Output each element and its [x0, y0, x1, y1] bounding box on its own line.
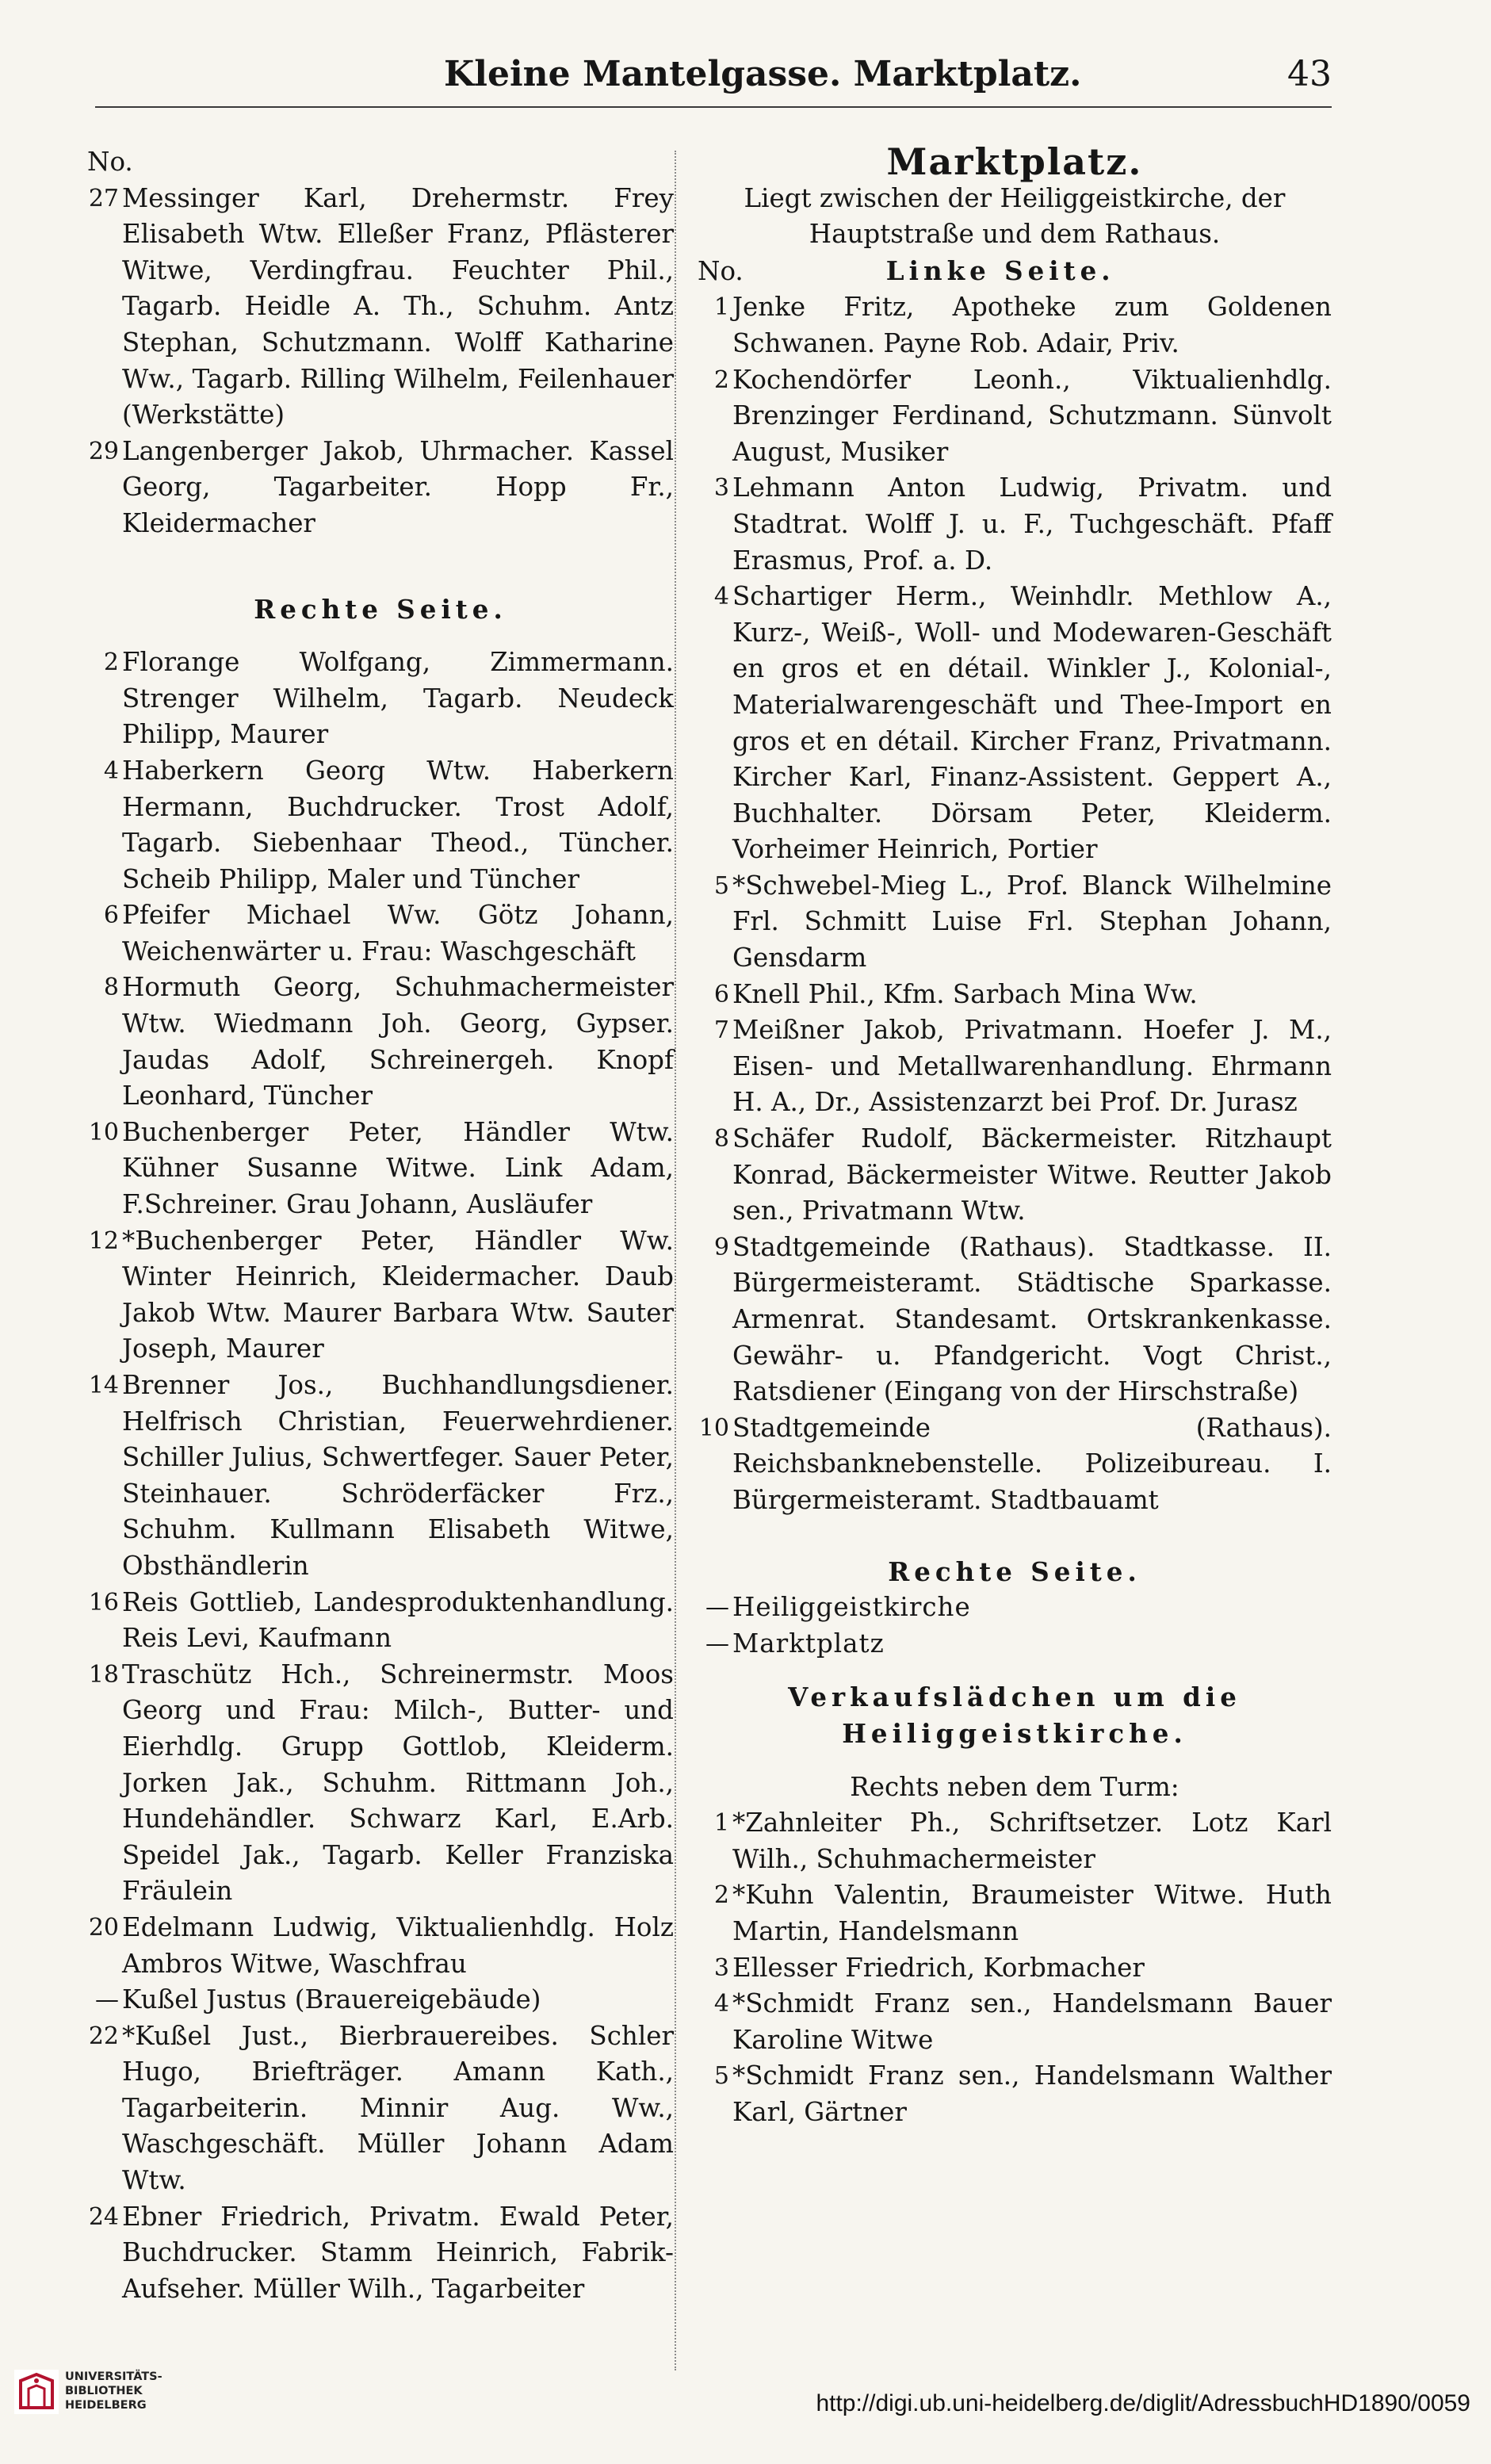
- number-column-label: No.: [87, 147, 133, 177]
- entry-text: *Schmidt Franz sen., Handelsmann Walther Karl, Gärtner: [732, 2060, 1332, 2127]
- logo-line: BIBLIOTHEK: [65, 2385, 143, 2397]
- address-entry: [698, 579, 1332, 868]
- address-entry: [698, 362, 1332, 471]
- entry-text: Traschütz Hch., Schreinermstr. Moos Georg und Frau: Milch-, Butter- und Eierhdlg. Grupp Gottlob, Kleiderm. Jorken Jak., Schuhm. Rittmann Joh., Hundehändler. Schwarz Karl, E.Arb. Speidel Jak., Tagarb. Keller Franziska Fräulein: [122, 1659, 674, 1907]
- page-number: 43: [1287, 54, 1332, 94]
- entries-verkaufslaedchen: [698, 1805, 1332, 2130]
- entries-kleine-mantelgasse-rechts: [87, 645, 674, 2307]
- address-entry: [698, 1950, 1332, 1987]
- address-entry: [698, 289, 1332, 362]
- address-entry: [87, 645, 674, 753]
- entry-text: *Schmidt Franz sen., Handelsmann Bauer Karoline Witwe: [732, 1988, 1332, 2055]
- dash-marker: —: [705, 1594, 729, 1622]
- entry-text: Buchenberger Peter, Händler Wtw. Kühner Susanne Witwe. Link Adam, F.Schreiner. Grau Johann, Ausläufer: [122, 1116, 674, 1220]
- entry-text: Jenke Fritz, Apotheke zum Goldenen Schwanen. Payne Rob. Adair, Priv.: [732, 292, 1332, 358]
- house-number: 1: [713, 1809, 729, 1838]
- address-entry: [698, 1986, 1332, 2058]
- address-entry: [698, 1012, 1332, 1121]
- house-number: 4: [713, 1990, 729, 2018]
- address-entry: [87, 2018, 674, 2199]
- logo-line: UNIVERSITÄTS-: [65, 2370, 162, 2383]
- entry-text: Ellesser Friedrich, Korbmacher: [732, 1952, 1145, 1983]
- address-entry: [698, 2058, 1332, 2130]
- address-entry: [87, 1982, 674, 2018]
- left-column: [87, 144, 674, 2307]
- subsection-rechts-neben-dem-turm: Rechts neben dem Turm:: [850, 1771, 1179, 1802]
- library-logo: [14, 2366, 220, 2446]
- entry-text: Meißner Jakob, Privatmann. Hoefer J. M., Eisen- und Metallwarenhandlung. Ehrmann H. A., Dr., Assistenzarzt bei Prof. Dr. Jurasz: [732, 1015, 1332, 1118]
- entry-text: *Buchenberger Peter, Händler Ww. Winter Heinrich, Kleidermacher. Daub Jakob Wtw. Maurer Barbara Wtw. Sauter Joseph, Maurer: [122, 1225, 674, 1364]
- entry-text: *Kuhn Valentin, Braumeister Witwe. Huth Martin, Handelsmann: [732, 1880, 1332, 1946]
- house-number: —: [95, 1986, 119, 2014]
- entries-kleine-mantelgasse-links: [87, 181, 674, 542]
- address-entry: [698, 1590, 1332, 1626]
- address-entry: [698, 1877, 1332, 1949]
- street-title-marktplatz: Marktplatz.: [886, 140, 1143, 183]
- entry-text: Reis Gottlieb, Landesproduktenhandlung. Reis Levi, Kaufmann: [122, 1586, 674, 1654]
- house-number: 2: [103, 649, 119, 677]
- house-number: 24: [88, 2202, 119, 2231]
- address-entry: [87, 753, 674, 897]
- address-entry: [87, 434, 674, 542]
- entry-text: Marktplatz: [732, 1628, 885, 1659]
- address-entry: [87, 897, 674, 970]
- entry-text: Ebner Friedrich, Privatm. Ewald Peter, Buchdrucker. Stamm Heinrich, Fabrik-Aufseher. Müller Wilh., Tagarbeiter: [122, 2201, 674, 2304]
- address-entry: [87, 1368, 674, 1585]
- house-number: 29: [88, 437, 119, 465]
- house-number: 10: [698, 1414, 729, 1442]
- entry-text: Knell Phil., Kfm. Sarbach Mina Ww.: [732, 978, 1198, 1009]
- house-number: 1: [713, 293, 729, 322]
- number-column-label: [698, 253, 1332, 290]
- address-entry: [87, 181, 674, 434]
- house-number: 22: [88, 2022, 119, 2050]
- entry-text: Langenberger Jakob, Uhrmacher. Kassel Georg, Tagarbeiter. Hopp Fr., Kleidermacher: [122, 435, 674, 538]
- house-number: 10: [88, 1118, 119, 1146]
- entries-marktplatz-rechts: [698, 1590, 1332, 1662]
- house-number: 4: [103, 756, 119, 785]
- house-number: 18: [88, 1660, 119, 1689]
- house-number: 3: [713, 1953, 729, 1982]
- house-number: 5: [713, 871, 729, 900]
- address-entry: [87, 1585, 674, 1657]
- entry-text: Schartiger Herm., Weinhdlr. Methlow A., Kurz-, Weiß-, Woll- und Modewaren-Geschäft en gros et en détail. Winkler J., Kolonial-, Materialwarengeschäft und Thee-Import en gros et en détail. Kircher Franz, Privatmann. Kircher Karl, Finanz-Assistent. Geppert A., Buchhalter. Dörsam Peter, Kleiderm. Vorheimer Heinrich, Portier: [732, 581, 1332, 865]
- house-number: 8: [713, 1125, 729, 1154]
- entry-text: Hormuth Georg, Schuhmachermeister Wtw. Wiedmann Joh. Georg, Gypser. Jaudas Adolf, Schreinergeh. Knopf Leonhard, Tüncher: [122, 972, 674, 1111]
- entry-text: Messinger Karl, Drehermstr. Frey Elisabeth Wtw. Elleßer Franz, Pflästerer Witwe, Verdingfrau. Feuchter Phil., Tagarb. Heidle A. Th., Schuhm. Antz Stephan, Schutzmann. Wolff Katharine Ww., Tagarb. Rilling Wilhelm, Feilenhauer (Werkstätte): [122, 182, 674, 430]
- right-column: [698, 140, 1332, 2130]
- address-entry: [87, 1223, 674, 1368]
- address-entry: [87, 2199, 674, 2308]
- address-entry: [698, 470, 1332, 579]
- section-title-rechte-seite: Rechte Seite.: [888, 1555, 1141, 1587]
- source-url-link[interactable]: http://digi.ub.uni-heidelberg.de/diglit/AdressbuchHD1890/0059: [816, 2390, 1470, 2416]
- entry-text: Pfeifer Michael Ww. Götz Johann, Weichenwärter u. Frau: Waschgeschäft: [122, 900, 674, 966]
- logo-text: [65, 2370, 162, 2412]
- entry-text: Brenner Jos., Buchhandlungsdiener. Helfrisch Christian, Feuerwehrdiener. Schiller Julius, Schwertfeger. Sauer Peter, Steinhauer. Schröderfäcker Frz., Schuhm. Kullmann Elisabeth Witwe, Obsthändlerin: [122, 1370, 674, 1581]
- address-entry: [698, 1230, 1332, 1410]
- house-number: 7: [713, 1016, 729, 1045]
- column-divider: [675, 151, 676, 2370]
- address-entry: [87, 1657, 674, 1910]
- address-entry: [87, 1115, 674, 1223]
- entry-text: *Kußel Just., Bierbrauereibes. Schler Hugo, Briefträger. Amann Kath., Tagarbeiterin. Minnir Aug. Ww., Waschgeschäft. Müller Johann Adam Wtw.: [122, 2020, 674, 2196]
- house-number: 6: [713, 980, 729, 1008]
- house-number: 27: [88, 184, 119, 212]
- street-description: Liegt zwischen der Heiliggeistkirche, der Hauptstraße und dem Rathaus.: [744, 182, 1286, 250]
- section-title-linke-seite: Linke Seite.: [885, 254, 1115, 286]
- entry-text: Edelmann Ludwig, Viktualienhdlg. Holz Ambros Witwe, Waschfrau: [122, 1911, 674, 1979]
- entry-text: Stadtgemeinde (Rathaus). Stadtkasse. II. Bürgermeisteramt. Städtische Sparkasse. Armenrat. Standesamt. Ortskrankenkasse. Gewähr- u. Pfandgericht. Vogt Christ., Ratsdiener (Eingang von der Hirschstraße): [732, 1231, 1332, 1407]
- address-entry: [698, 1410, 1332, 1519]
- address-entry: [698, 977, 1332, 1013]
- entry-text: *Schwebel-Mieg L., Prof. Blanck Wilhelmine Frl. Schmitt Luise Frl. Stephan Johann, Gensdarm: [732, 870, 1332, 974]
- entries-marktplatz-links: [698, 289, 1332, 1518]
- address-entry: [698, 1626, 1332, 1662]
- entry-text: *Zahnleiter Ph., Schriftsetzer. Lotz Karl Wilh., Schuhmachermeister: [732, 1808, 1332, 1874]
- house-number: 20: [88, 1913, 119, 1942]
- no-label: No.: [698, 255, 744, 286]
- entry-text: Kußel Justus (Brauereigebäude): [122, 1984, 541, 2015]
- entry-text: Florange Wolfgang, Zimmermann. Strenger Wilhelm, Tagarb. Neudeck Philipp, Maurer: [122, 647, 674, 750]
- entry-text: Haberkern Georg Wtw. Haberkern Hermann, Buchdrucker. Trost Adolf, Tagarb. Siebenhaar Theod., Tüncher. Scheib Philipp, Maler und Tüncher: [122, 755, 674, 894]
- house-number: 2: [713, 365, 729, 394]
- logo-line: HEIDELBERG: [65, 2399, 147, 2412]
- house-number: 14: [88, 1372, 119, 1399]
- entry-text: Lehmann Anton Ludwig, Privatm. und Stadtrat. Wolff J. u. F., Tuchgeschäft. Pfaff Erasmus, Prof. a. D.: [732, 473, 1332, 576]
- address-entry: [87, 1910, 674, 1982]
- page-header: [95, 46, 1332, 101]
- house-number: 3: [713, 474, 729, 503]
- house-number: 2: [713, 1881, 729, 1910]
- header-title: Kleine Mantelgasse. Marktplatz.: [444, 54, 1082, 94]
- address-entry: [698, 1121, 1332, 1230]
- house-number: 12: [88, 1226, 119, 1255]
- house-number: 8: [103, 974, 119, 1002]
- entry-text: Kochendörfer Leonh., Viktualienhdlg. Brenzinger Ferdinand, Schutzmann. Sünvolt August, Musiker: [732, 364, 1332, 467]
- header-rule: [95, 106, 1332, 108]
- entry-text: Schäfer Rudolf, Bäckermeister. Ritzhaupt Konrad, Bäckermeister Witwe. Reutter Jakob sen., Privatmann Wtw.: [732, 1123, 1332, 1226]
- address-entry: [698, 1805, 1332, 1877]
- house-number: 6: [103, 901, 119, 930]
- house-number: 5: [713, 2062, 729, 2091]
- house-number: 16: [88, 1588, 119, 1617]
- address-entry: [87, 970, 674, 1114]
- entry-text: Heiliggeistkirche: [732, 1592, 971, 1623]
- house-number: 4: [713, 583, 729, 611]
- heidelberg-library-logo-icon: [14, 2370, 59, 2414]
- section-title-verkaufslaedchen: Verkaufslädchen um die Heiliggeistkirche.: [788, 1682, 1241, 1749]
- dash-marker: —: [705, 1629, 729, 1658]
- entry-text: Stadtgemeinde (Rathaus). Reichsbanknebenstelle. Polizeibureau. I. Bürgermeisteramt. Stadtbauamt: [732, 1412, 1332, 1515]
- house-number: 9: [713, 1233, 729, 1261]
- section-title-rechte-seite: Rechte Seite.: [254, 593, 507, 625]
- address-entry: [698, 868, 1332, 977]
